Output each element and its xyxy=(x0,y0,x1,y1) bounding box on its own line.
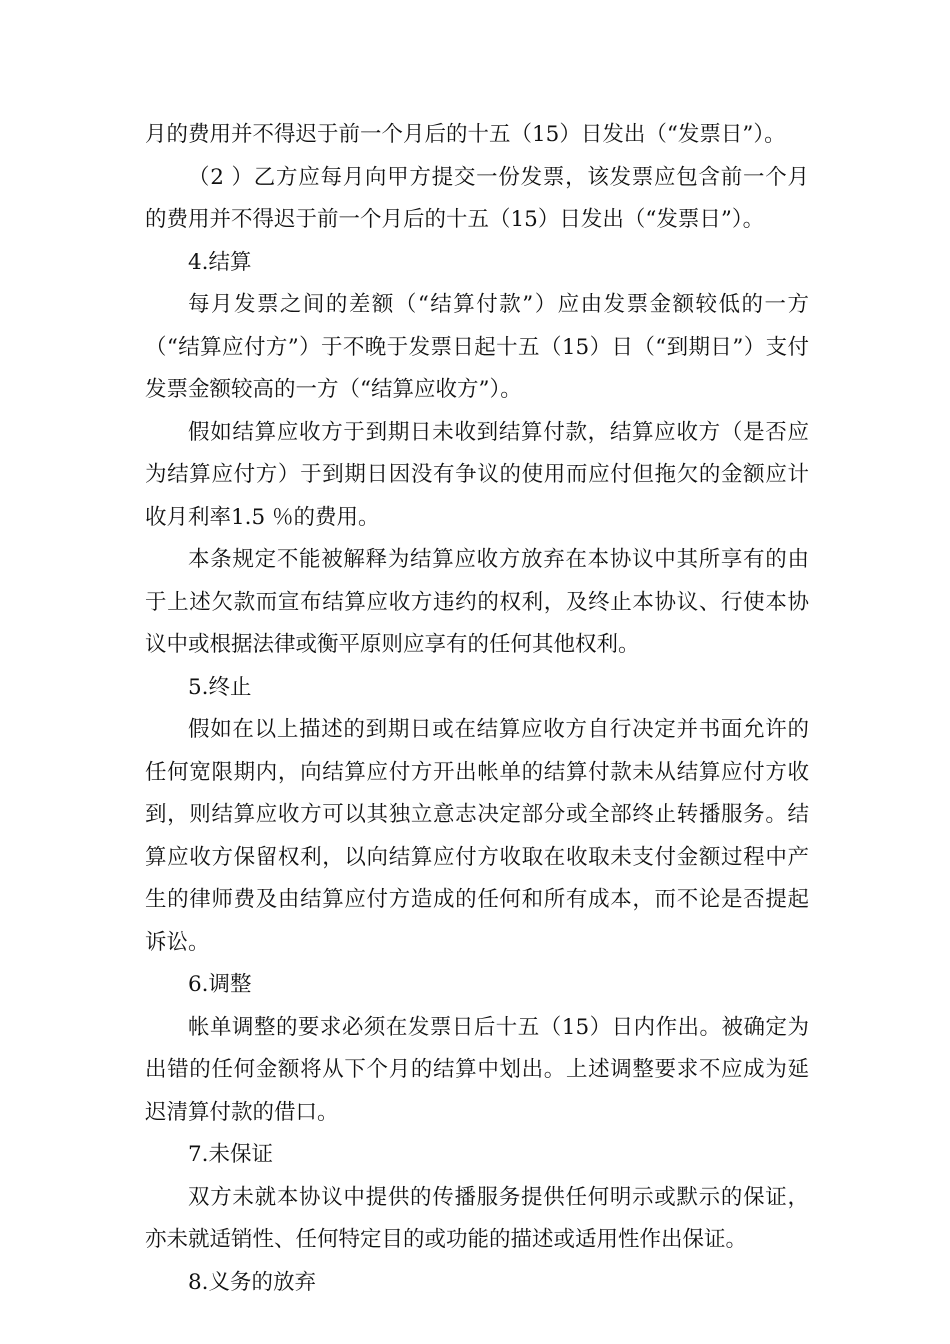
section-heading-adjustment: 6.调整 xyxy=(188,972,252,997)
section-heading-settlement: 4.结算 xyxy=(188,249,252,275)
paragraph-adjustment: 帐单调整的要求必须在发票日后十五（15）日内作出。被确定为出错的任何金额将从下个月的结算中划出。上述调整要求不应成为延迟清算付款的借口。 xyxy=(145,1014,809,1125)
paragraph-no-warranty: 双方未就本协议中提供的传播服务提供任何明示或默示的保证，亦未就适销性、任何特定目的或功能的描述或适用性作出保证。 xyxy=(145,1184,809,1252)
paragraph-1-continued: 月的费用并不得迟于前一个月后的十五（15）日发出（“发票日”）。 xyxy=(145,122,786,147)
paragraph-termination: 假如在以上描述的到期日或在结算应收方自行决定并书面允许的任何宽限期内，向结算应付方开出帐单的结算付款未从结算应付方收到，则结算应收方可以其独立意志决定部分或全部终止转播服务。结算应收方保留权利，以向结算应付方收取在收取未支付金额过程中产生的律师费及由结算应付方造成的任何和所有成本，而不论是否提起诉讼。 xyxy=(145,717,809,955)
paragraph-settlement-payment: 每月发票之间的差额（“结算付款”）应由发票金额较低的一方（“结算应付方”）于不晚于发票日起十五（15）日（“到期日”）支付发票金额较高的一方（“结算应收方”）。 xyxy=(145,292,809,402)
document-body xyxy=(145,114,809,1304)
paragraph-no-waiver-of-rights: 本条规定不能被解释为结算应收方放弃在本协议中其所享有的由于上述欠款而宣布结算应收方违约的权利，及终止本协议、行使本协议中或根据法律或衡平原则应享有的任何其他权利。 xyxy=(145,547,809,657)
section-heading-no-warranty: 7.未保证 xyxy=(188,1142,274,1167)
paragraph-invoice-submission: （2 ）乙方应每月向甲方提交一份发票，该发票应包含前一个月的费用并不得迟于前一个月后的十五（15）日发出（“发票日”）。 xyxy=(145,164,809,232)
section-heading-waiver: 8.义务的放弃 xyxy=(188,1269,317,1295)
paragraph-late-interest: 假如结算应收方于到期日未收到结算付款，结算应收方（是否应为结算应付方）于到期日因没有争议的使用而应付但拖欠的金额应计收月利率1.5 ％的费用。 xyxy=(145,419,809,530)
section-heading-termination: 5.终止 xyxy=(188,674,252,700)
